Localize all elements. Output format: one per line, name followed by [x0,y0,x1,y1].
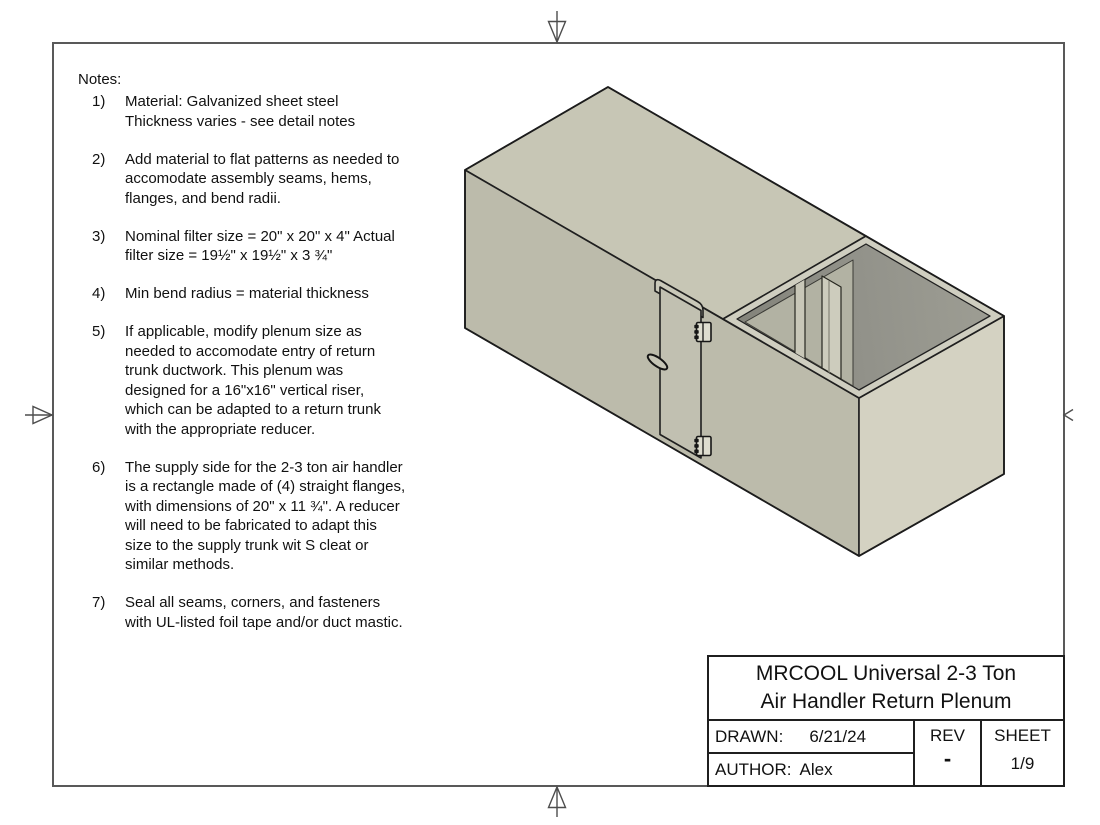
author-name: Alex [799,759,833,779]
drawn-row [709,721,913,754]
note-item-7 [78,593,446,632]
plenum-isometric-view [440,60,1040,580]
rev-label: REV [930,726,965,745]
drawn-date: 6/21/24 [809,726,867,746]
note-text: Add material to flat patterns as needed to accomodate assembly seams, hems, flanges, and bend radii. [125,150,400,207]
note-text: Min bend radius = material thickness [125,285,369,302]
door-hinge-top [694,323,711,342]
note-text: If applicable, modify plenum size as needed to accomodate entry of return trunk ductwork. This plenum was designed for a 16"x16" vertical riser, which can be adapted to a return trunk with the appropriate reducer. [125,323,381,438]
note-number: 3) [92,227,106,245]
door-hinge-bottom [694,437,711,456]
sheet-number: 1/9 [1010,754,1035,773]
centering-mark-top [549,11,566,42]
drawn-label: DRAWN: [715,726,784,746]
note-item-4 [78,284,446,304]
rev-cell [915,721,982,785]
centering-mark-bottom [549,787,566,817]
centering-mark-right [1064,410,1073,421]
author-row [709,754,913,785]
sheet-label: SHEET [994,726,1051,745]
drawing-title [709,657,1063,721]
note-text: Seal all seams, corners, and fasteners with UL-listed foil tape and/or duct mastic. [125,594,403,631]
note-item-2 [78,150,446,209]
note-number: 6) [92,458,106,476]
note-number: 5) [92,323,106,340]
note-item-3 [78,227,446,266]
drawing-title-line1: MRCOOL Universal 2-3 Ton [755,662,1017,685]
filter-rack-rail-wide [822,276,841,379]
note-text: Nominal filter size = 20" x 20" x 4" Actual filter size = 19½" x 19½" x 3 ¾" [125,227,395,264]
notes-heading: Notes: [78,71,122,88]
access-door [660,287,701,458]
note-item-5 [78,322,446,439]
rev-value: - [943,746,952,771]
note-item-1 [78,92,446,131]
author-label: AUTHOR: [715,759,792,779]
note-text: The supply side for the 2-3 ton air handler is a rectangle made of (4) straight flanges, with dimensions of 20" x 11 ¾". A reducer will need to be fabricated to adapt this size to the supply trunk wit S cleat or similar methods. [125,458,406,573]
drawing-title-line2: Air Handler Return Plenum [760,690,1012,713]
note-number: 7) [92,594,106,611]
title-block [707,655,1065,787]
note-text: Material: Galvanized sheet steel Thickness varies - see detail notes [125,93,356,130]
note-number: 2) [92,150,106,168]
note-number: 1) [92,93,106,110]
title-block-bottom [709,721,1063,785]
centering-mark-left [25,407,52,424]
sheet-cell [982,721,1063,785]
note-number: 4) [92,285,106,302]
note-item-6 [78,458,446,575]
title-block-meta [709,721,915,785]
notes-block [78,70,446,651]
